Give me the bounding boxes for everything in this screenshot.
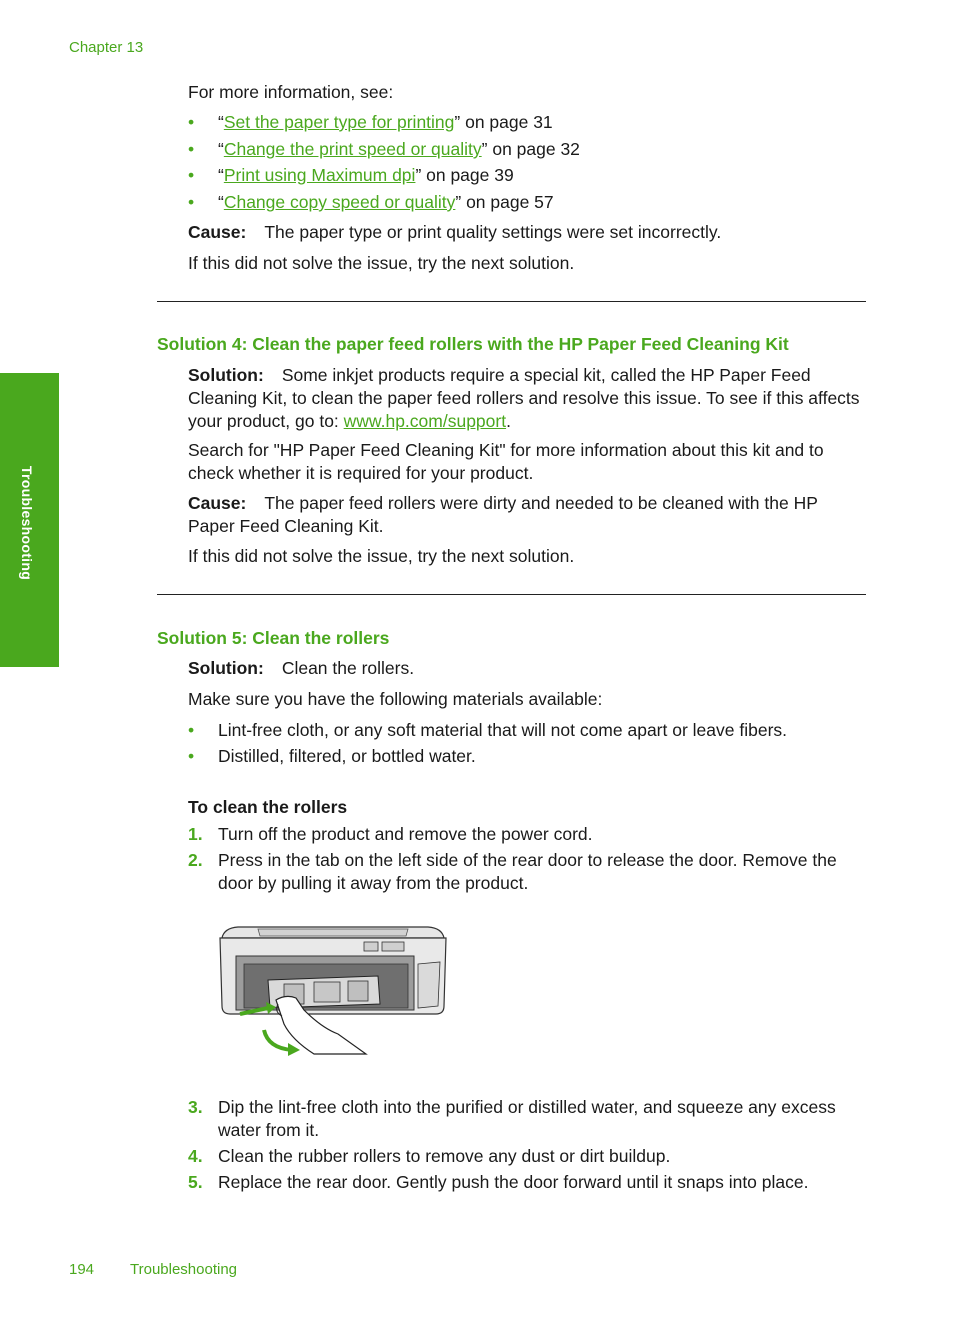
next-solution-text: If this did not solve the issue, try the next solution. [188,253,575,273]
side-tab [0,373,59,667]
solution4-heading: Solution 4: Clean the paper feed rollers with the HP Paper Feed Cleaning Kit [157,334,789,354]
solution4-paragraph: Solution: Some inkjet products require a special kit, called the HP Paper Feed Cleaning Kit, to clean the paper feed rollers and resolve this issue. To see if this affects your product, go to: www.hp.com/support. [188,365,860,431]
link-print-speed[interactable]: Change the print speed or quality [223,139,482,159]
chapter-label: Chapter 13 [69,39,144,56]
materials-intro: Make sure you have the following materials available: [188,689,603,709]
search-paragraph: Search for "HP Paper Feed Cleaning Kit" for more information about this kit and to check whether it is required for your product. [188,440,824,483]
side-tab-label: Troubleshooting [19,465,35,581]
bullet: • [188,165,195,185]
cause-paragraph: Cause: The paper type or print quality settings were set incorrectly. [188,222,722,242]
link-max-dpi[interactable]: Print using Maximum dpi [223,165,416,185]
procedure-title: To clean the rollers [188,797,348,817]
solution5-paragraph: Solution: Clean the rollers. [188,658,415,678]
bullet: • [188,720,195,740]
bullet: • [188,139,195,159]
step-number: 2. [188,850,203,870]
step-number: 1. [188,824,203,844]
step-number: 4. [188,1146,203,1166]
link-copy-speed[interactable]: Change copy speed or quality [223,192,456,212]
intro-text: For more information, see: [188,82,394,102]
bullet: • [188,746,195,766]
hp-support-link[interactable]: www.hp.com/support [343,411,507,431]
link-paper-type[interactable]: Set the paper type for printing [223,112,455,132]
step-number: 5. [188,1172,203,1192]
divider [157,594,866,595]
step-number: 3. [188,1097,203,1117]
printer-rear-door-illustration [218,924,448,1058]
next-solution-text: If this did not solve the issue, try the next solution. [188,546,575,566]
divider [157,301,866,302]
footer-section: Troubleshooting [130,1261,238,1278]
cause-paragraph: Cause: The paper feed rollers were dirty and needed to be cleaned with the HP Paper Feed Cleaning Kit. [188,493,818,536]
page-number: 194 [69,1261,95,1278]
bullet: • [188,192,195,212]
bullet: • [188,112,195,132]
solution5-heading: Solution 5: Clean the rollers [157,628,390,648]
